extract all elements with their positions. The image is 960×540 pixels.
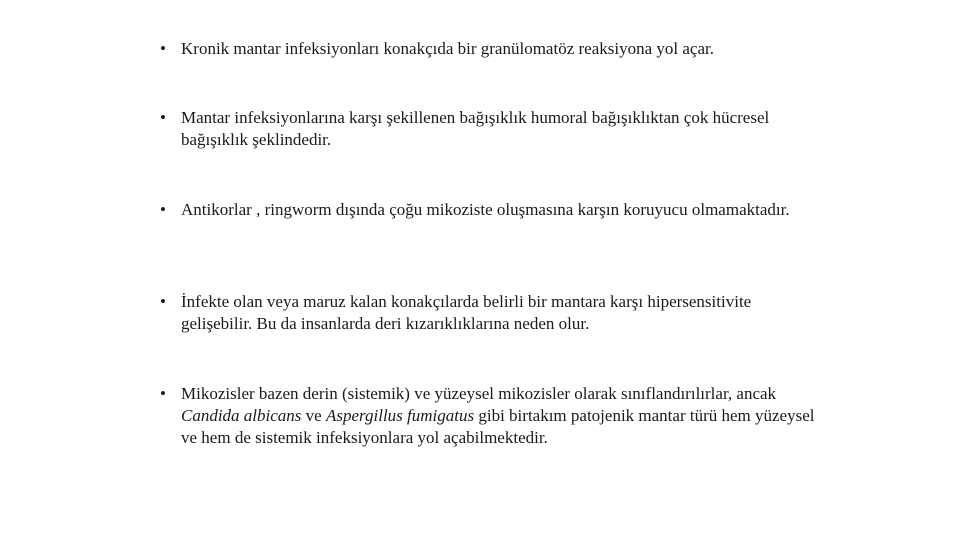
bullet-item-cellular-immunity	[160, 107, 820, 151]
bullet-item-chronic-infection	[160, 38, 820, 60]
bullet-item-antibodies	[160, 199, 820, 221]
species-name-aspergillus: Aspergillus fumigatus	[325, 406, 475, 425]
bullet-text: Antikorlar , ringworm dışında çoğu mikoziste oluşmasına karşın koruyucu olmamaktadır.	[181, 200, 790, 219]
species-name-candida: Candida albicans	[181, 406, 302, 425]
bullet-text	[181, 383, 820, 449]
bullet-text: Mantar infeksiyonlarına karşı şekillenen bağışıklık humoral bağışıklıktan çok hücresel bağışıklık şeklindedir.	[181, 108, 770, 149]
bullet-dot: •	[160, 39, 166, 58]
bullet-dot: •	[160, 384, 166, 403]
bullet-text-part: gibi birtakım patojenik mantar türü hem yüzeysel ve hem de sistemik infeksiyonlara yol açabilmektedir.	[181, 406, 815, 447]
bullet-dot: •	[160, 108, 166, 127]
bullet-dot: •	[160, 292, 166, 311]
bullet-text-part: Mikozisler bazen derin (sistemik) ve yüzeysel mikozisler olarak sınıflandırılırlar, ancak	[181, 384, 777, 403]
bullet-text: İnfekte olan veya maruz kalan konakçılarda belirli bir mantara karşı hipersensitivite gelişebilir. Bu da insanlarda deri kızarıklıklarına neden olur.	[181, 292, 752, 333]
bullet-text: Kronik mantar infeksiyonları konakçıda bir granülomatöz reaksiyona yol açar.	[181, 39, 714, 58]
bullet-item-hypersensitivity	[160, 291, 820, 335]
bullet-item-mycoses-classification	[160, 383, 820, 449]
bullet-text-part: ve	[301, 406, 326, 425]
bullet-dot: •	[160, 200, 166, 219]
